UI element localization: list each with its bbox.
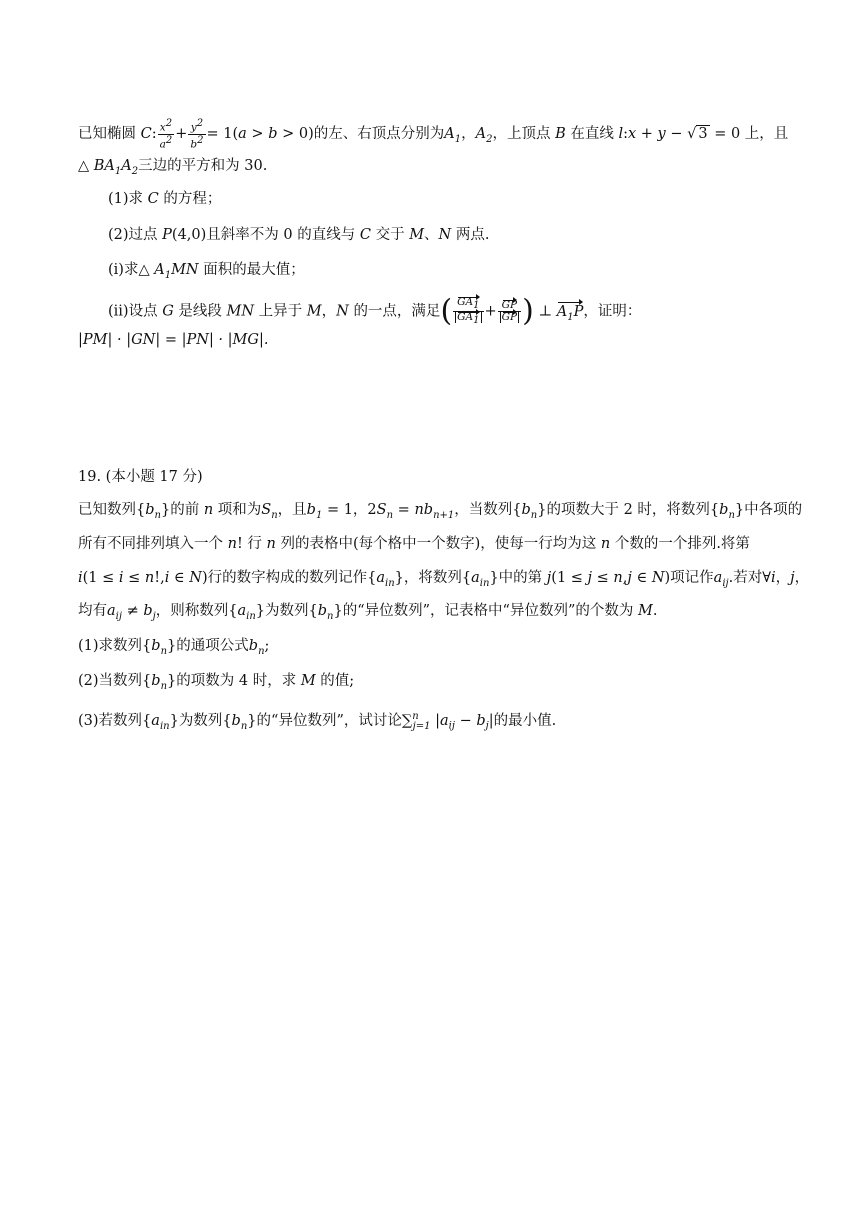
p18-q2: (2)过点 P(4,0)且斜率不为 0 的直线与 C 交于 M、N 两点. bbox=[108, 227, 490, 243]
p19-line-4: 均有$a_{ij} \ne b_j$，则称数列$\{a_{in}\}$为数列$\{b_n\}$的“异位数列”，记表格中“异位数列”的个数为 M. bbox=[78, 603, 658, 622]
p19-line-1: 已知数列$\{b_n\}$的前 n 项和为$S_n$，且$b_1 = 1$，$2S_n = nb_{n+1}$，当数列$\{b_n\}$的项数大于 2 时，将数列$\{b_n\}$中各项的 bbox=[78, 502, 803, 521]
text: 的最小值. bbox=[493, 712, 557, 729]
text: 项记作 bbox=[670, 570, 714, 586]
p18-qi: (i)求△ $A_1MN$ 面积的最大值； bbox=[108, 262, 305, 281]
text: ，将数列 bbox=[403, 570, 462, 586]
text: 交于 bbox=[375, 227, 405, 243]
text: 的“异位数列”，记表格中“异位数列”的个数为 bbox=[342, 603, 634, 619]
text: 为数列 bbox=[265, 603, 309, 619]
text: 两点. bbox=[455, 227, 490, 243]
text: 的通项公式 bbox=[176, 638, 249, 654]
text: .若对 bbox=[728, 570, 763, 586]
text: (2)过点 bbox=[108, 227, 158, 243]
text: (2)当数列 bbox=[78, 673, 143, 689]
text: 中的第 bbox=[498, 570, 543, 586]
text: (1)求 bbox=[108, 191, 144, 207]
text: 三边的平方和为 30. bbox=[138, 158, 268, 174]
text: (3)若数列 bbox=[78, 712, 143, 729]
text: 中各项的 bbox=[744, 502, 803, 518]
p18-line-2: △ $BA_1A_2$三边的平方和为 30. bbox=[78, 158, 268, 177]
p18-q1: (1)求 C 的方程； bbox=[108, 191, 222, 207]
p18-line-1: 已知椭圆 C: $\frac{x^2}{a^2}$ + $\frac{y^2}{b^2}$ = 1(a > b > 0)的左、右顶点分别为$A_1$，$A_2$，上顶点 B 在直线 l:x + y − √ 3 = 0 上，且 bbox=[78, 118, 789, 150]
text: ，当数列 bbox=[454, 502, 513, 518]
text: 上顶点 bbox=[506, 126, 551, 142]
text: 所有不同排列填入一个 bbox=[78, 536, 223, 552]
text: 的方程； bbox=[163, 191, 222, 207]
text: 的项数为 4 时，求 bbox=[176, 673, 297, 689]
text: 上异于 bbox=[258, 303, 303, 320]
p19-q3: (3)若数列$\{a_{in}\}$为数列$\{b_n\}$的“异位数列”，试讨论∑$^n_{j=1}$ $|a_{ij} - b_j|$的最小值. bbox=[78, 711, 557, 732]
p19-q2: (2)当数列$\{b_n\}$的项数为 4 时，求 M 的值; bbox=[78, 673, 355, 692]
text: (i)求 bbox=[108, 262, 139, 278]
text: 为数列 bbox=[178, 712, 223, 729]
p18-qii: (ii)设点 G 是线段 MN 上异于 M，N 的一点，满足( $\frac{GA_1}{GA_1}$ + $\frac{GP}{GP}$ ) ⊥ $A_1P$，证明： bbox=[108, 293, 642, 329]
p19-heading: 19. (本小题 17 分) bbox=[78, 469, 203, 485]
text: 均有 bbox=[78, 603, 107, 619]
text: 的一点，满足 bbox=[353, 303, 441, 320]
text: ，则称数列 bbox=[155, 603, 229, 619]
text: 且斜率不为 0 的直线与 bbox=[206, 227, 356, 243]
text: 是线段 bbox=[178, 303, 222, 320]
text: 的左、右顶点分别为 bbox=[313, 126, 445, 142]
text: 个数的一个排列.将第 bbox=[614, 536, 750, 552]
text: 面积的最大值； bbox=[203, 262, 305, 278]
text: ，证明： bbox=[583, 303, 642, 320]
text: 上，且 bbox=[744, 126, 789, 142]
text: 的前 bbox=[170, 502, 200, 518]
text: 已知椭圆 bbox=[78, 126, 136, 142]
p19-line-3: i(1 ≤ i ≤ n!,i ∈ N)行的数字构成的数列记作$\{a_{in}\}$，将数列$\{a_{in}\}$中的第 j(1 ≤ j ≤ n,j ∈ N)项记作$a_{ij}$.若对∀i，j， bbox=[78, 570, 810, 589]
text: 的值; bbox=[320, 673, 355, 689]
text: 项和为 bbox=[217, 502, 262, 518]
text: 已知数列 bbox=[78, 502, 136, 518]
text: ，且 bbox=[277, 502, 307, 518]
text: 的“异位数列”，试讨论 bbox=[256, 712, 402, 729]
text: (1)求数列 bbox=[78, 638, 143, 654]
text: (ii)设点 bbox=[108, 303, 158, 320]
text: 列的表格中(每个格中一个数字)，使每一行均为这 bbox=[280, 536, 597, 552]
text: 行的数字构成的数列记作 bbox=[207, 570, 368, 586]
text: 在直线 bbox=[570, 126, 614, 142]
p19-line-2: 所有不同排列填入一个 n! 行 n 列的表格中(每个格中一个数字)，使每一行均为这 n 个数的一个排列.将第 bbox=[78, 536, 750, 552]
text: 的项数大于 2 时，将数列 bbox=[546, 502, 710, 518]
p18-last: |PM| · |GN| = |PN| · |MG|. bbox=[78, 332, 269, 348]
text: 行 bbox=[247, 536, 262, 552]
p19-q1: (1)求数列$\{b_n\}$的通项公式$b_n$; bbox=[78, 638, 270, 657]
